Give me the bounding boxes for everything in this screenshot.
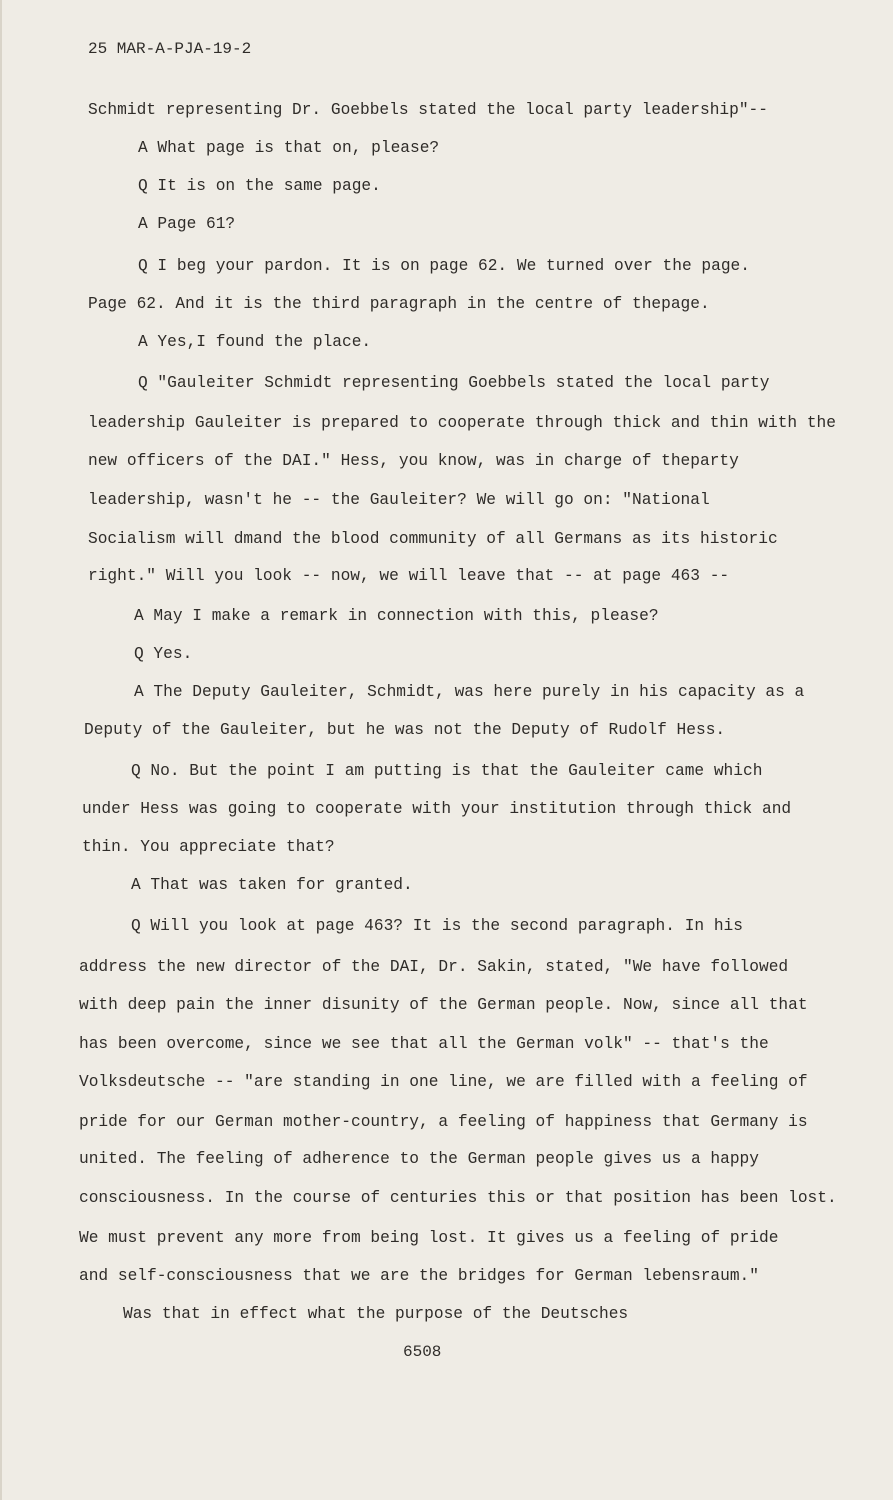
text-line: Q It is on the same page.	[138, 177, 381, 195]
text-line: Deputy of the Gauleiter, but he was not the Deputy of Rudolf Hess.	[84, 721, 726, 739]
page-header: 25 MAR-A-PJA-19-2	[88, 40, 252, 58]
text-line: right." Will you look -- now, we will leave that -- at page 463 --	[88, 567, 730, 585]
text-line: A Yes,I found the place.	[138, 333, 372, 351]
text-line: Socialism will dmand the blood community of all Germans as its historic	[88, 530, 778, 548]
text-line: thin. You appreciate that?	[82, 838, 335, 856]
text-line: A May I make a remark in connection with this, please?	[134, 607, 659, 625]
text-line: united. The feeling of adherence to the German people gives us a happy	[79, 1150, 759, 1168]
text-line: We must prevent any more from being lost. It gives us a feeling of pride	[79, 1229, 779, 1247]
text-line: new officers of the DAI." Hess, you know, was in charge of theparty	[88, 452, 739, 470]
text-line: has been overcome, since we see that all the German volk" -- that's the	[79, 1035, 769, 1053]
text-line: A What page is that on, please?	[138, 139, 440, 157]
text-line: A The Deputy Gauleiter, Schmidt, was here purely in his capacity as a	[134, 683, 805, 701]
text-line: under Hess was going to cooperate with your institution through thick and	[82, 800, 792, 818]
text-line: and self-consciousness that we are the bridges for German lebensraum."	[79, 1267, 759, 1285]
text-line: leadership, wasn't he -- the Gauleiter? We will go on: "National	[88, 491, 710, 509]
text-line: Schmidt representing Dr. Goebbels stated the local party leadership"--	[88, 101, 768, 119]
text-line: Q I beg your pardon. It is on page 62. We turned over the page.	[138, 257, 750, 275]
page-left-edge	[0, 0, 2, 1500]
text-line: Was that in effect what the purpose of the Deutsches	[123, 1305, 629, 1323]
text-line: pride for our German mother-country, a feeling of happiness that Germany is	[79, 1113, 808, 1131]
text-line: address the new director of the DAI, Dr. Sakin, stated, "We have followed	[79, 958, 789, 976]
text-line: Volksdeutsche -- "are standing in one line, we are filled with a feeling of	[79, 1073, 808, 1091]
text-line: Q Yes.	[134, 645, 193, 663]
text-line: Q Will you look at page 463? It is the second paragraph. In his	[131, 917, 743, 935]
text-line: A Page 61?	[138, 215, 236, 233]
text-line: Q "Gauleiter Schmidt representing Goebbels stated the local party	[138, 374, 770, 392]
text-line: with deep pain the inner disunity of the German people. Now, since all that	[79, 996, 808, 1014]
text-line: A That was taken for granted.	[131, 876, 413, 894]
text-line: Page 62. And it is the third paragraph in the centre of thepage.	[88, 295, 710, 313]
text-line: consciousness. In the course of centuries this or that position has been lost.	[79, 1189, 837, 1207]
text-line: Q No. But the point I am putting is that the Gauleiter came which	[131, 762, 763, 780]
page-number: 6508	[403, 1343, 442, 1361]
text-line: leadership Gauleiter is prepared to cooperate through thick and thin with the	[88, 414, 836, 432]
